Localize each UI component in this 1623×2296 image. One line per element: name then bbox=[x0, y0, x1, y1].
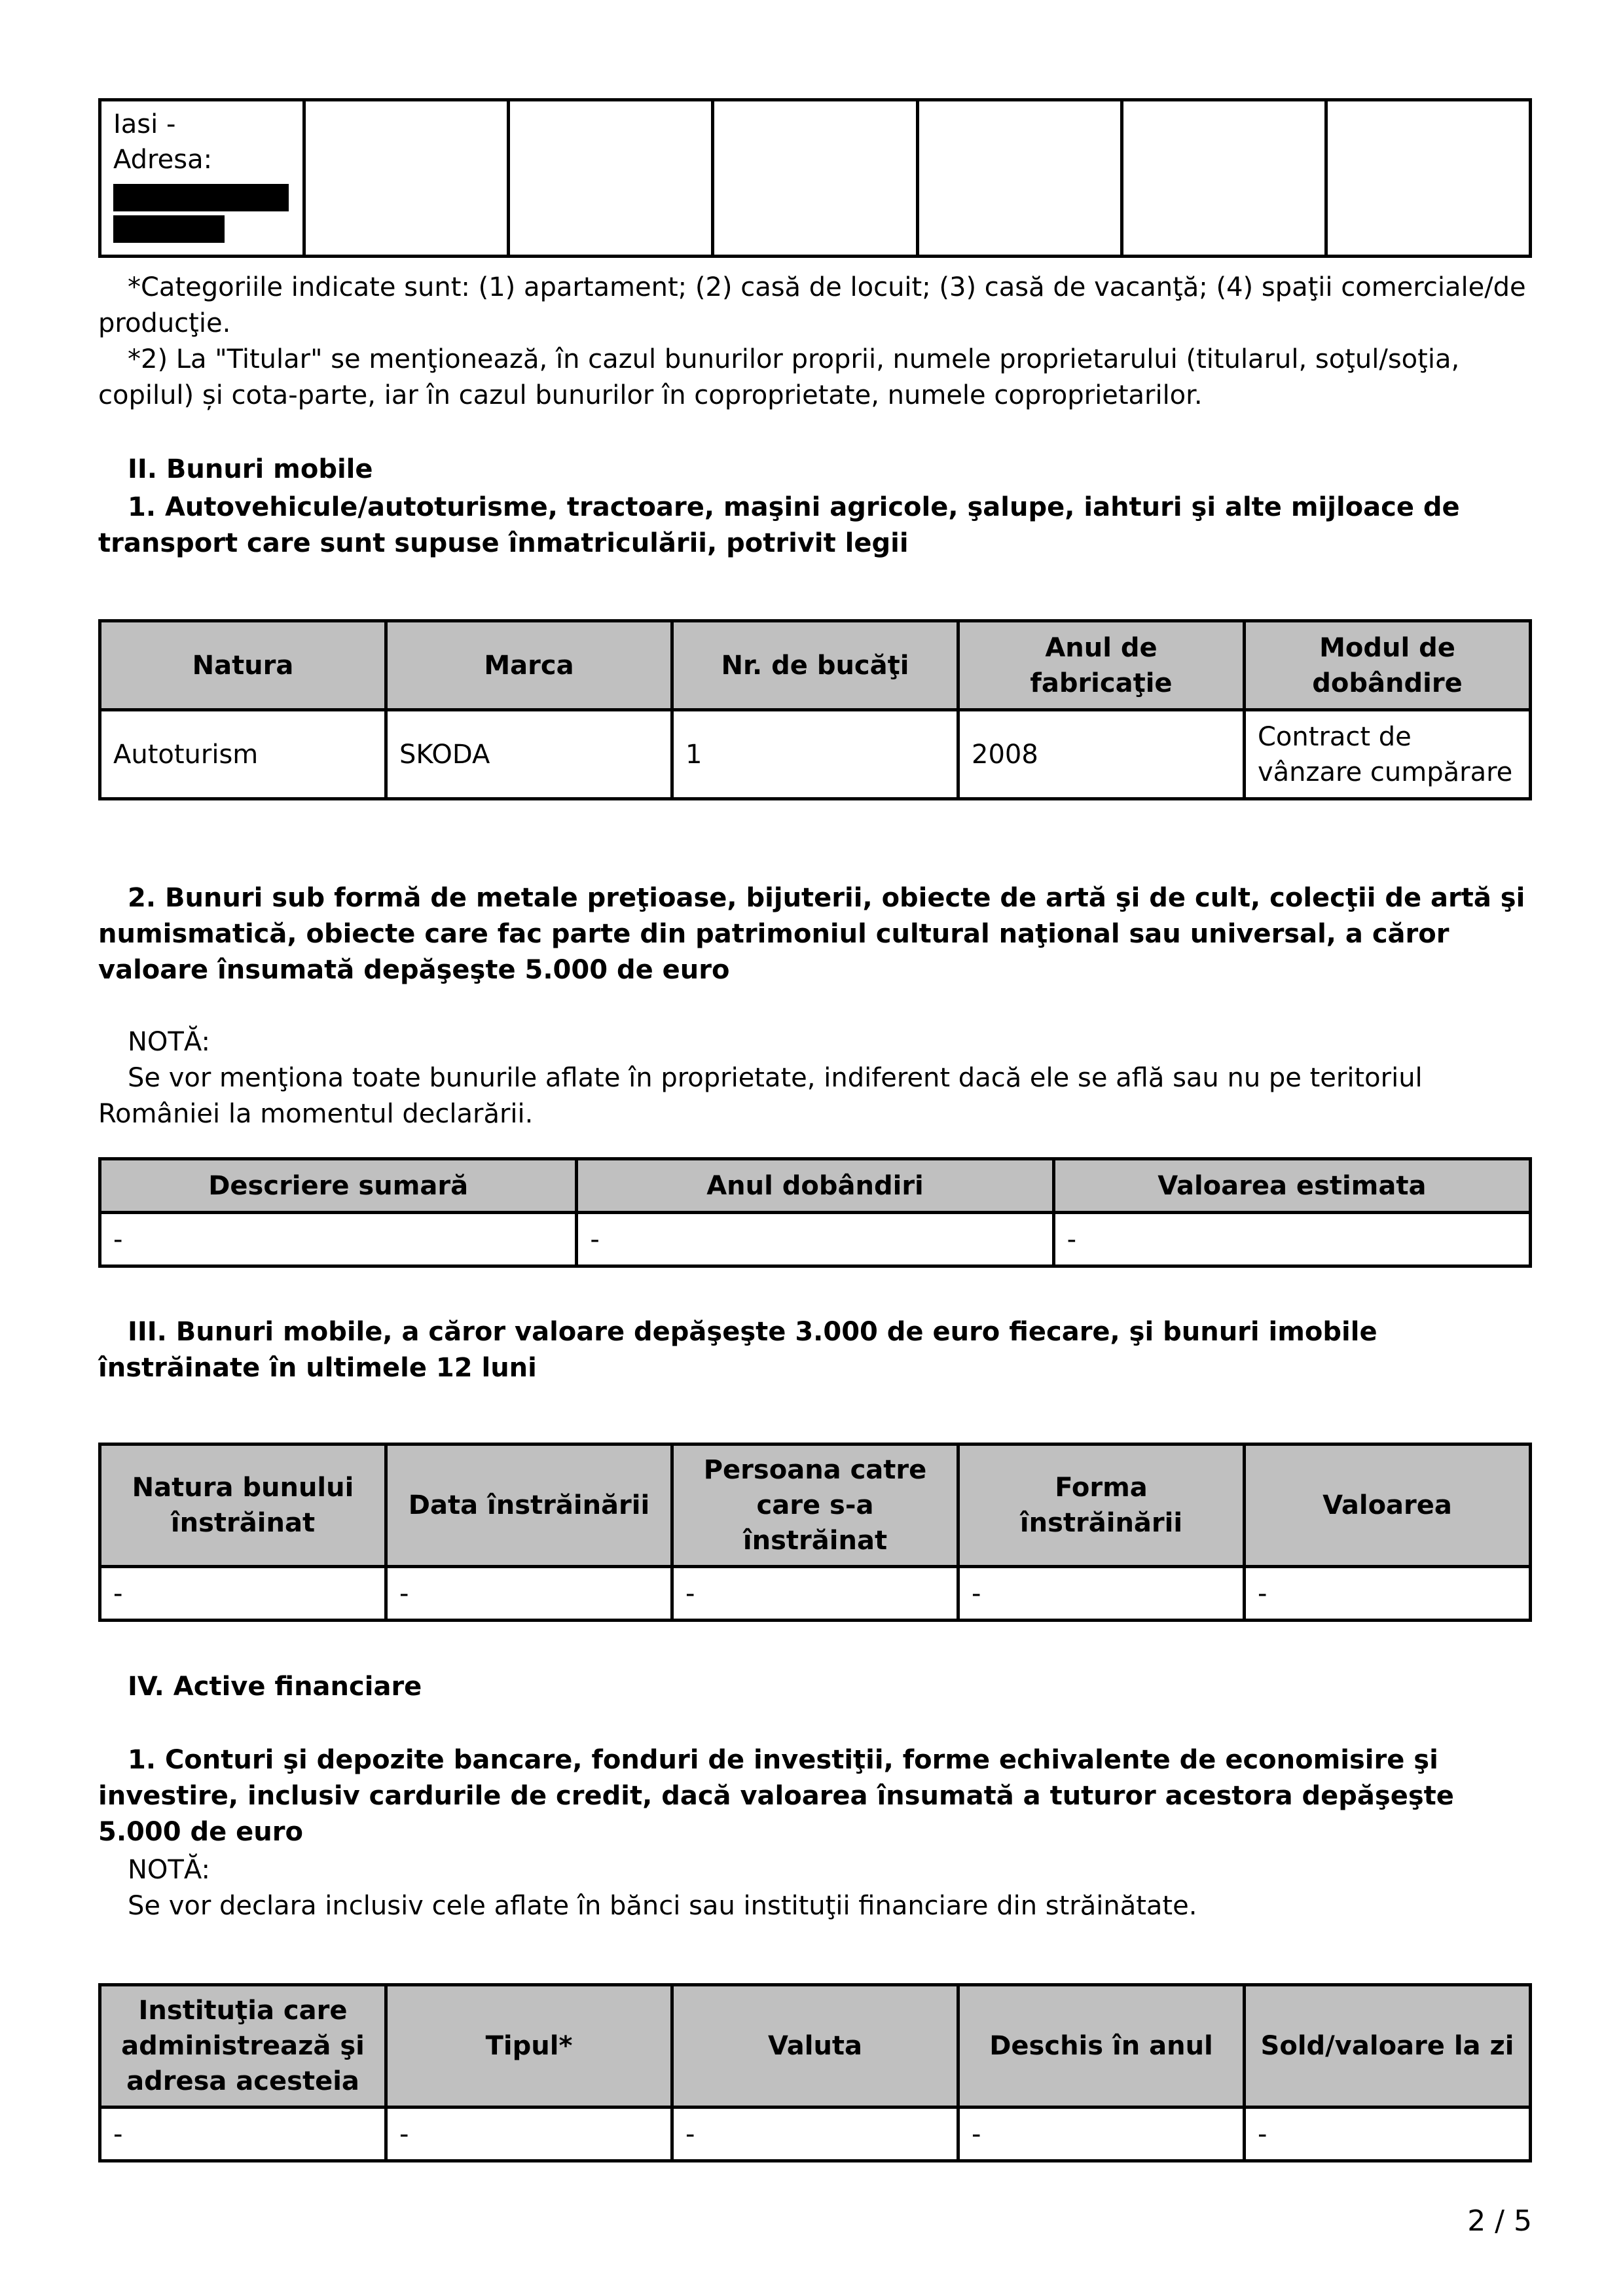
header-anul-fabricatie: Anul de fabricaţie bbox=[958, 621, 1245, 710]
table-cell: - bbox=[386, 2108, 672, 2161]
header-natura: Natura bbox=[100, 621, 386, 710]
header-marca: Marca bbox=[386, 621, 672, 710]
table-cell bbox=[509, 100, 713, 257]
section-title-alienated-assets: III. Bunuri mobile, a căror valoare depăşeşte 3.000 de euro fiecare, şi bunuri imobile înstrăinate în ultimele 12 luni bbox=[98, 1317, 1377, 1383]
table-row bbox=[100, 1567, 1531, 1621]
table-cell bbox=[917, 100, 1122, 257]
table-row bbox=[100, 710, 1531, 799]
table-cell bbox=[1326, 100, 1530, 257]
table-header-row bbox=[100, 1444, 1531, 1567]
table-cell bbox=[1122, 100, 1326, 257]
header-natura-bunului: Natura bunului înstrăinat bbox=[100, 1444, 386, 1567]
header-deschis-in-anul: Deschis în anul bbox=[958, 1985, 1245, 2108]
header-valoarea: Valoarea bbox=[1245, 1444, 1531, 1567]
subsection-bank-accounts: 1. Conturi şi depozite bancare, fonduri de investiţii, forme echivalente de economisire şi investire, inclusiv cardurile de credit, dacă valoarea însumată a tuturor acestora depăşeşte 5.000 de euro bbox=[98, 1745, 1454, 1847]
table-cell: - bbox=[958, 1567, 1245, 1621]
address-label: Adresa: bbox=[113, 145, 213, 175]
table-row bbox=[100, 1213, 1531, 1266]
section-title-financial-assets: IV. Active financiare bbox=[128, 1672, 422, 1702]
header-tipul: Tipul* bbox=[386, 1985, 672, 2108]
immovable-assets-table-continued bbox=[98, 98, 1532, 258]
table-header-row bbox=[100, 621, 1531, 710]
table-row bbox=[100, 2108, 1531, 2161]
header-persoana: Persoana catre care s-a înstrăinat bbox=[672, 1444, 958, 1567]
header-forma-instrainarii: Forma înstrăinării bbox=[958, 1444, 1245, 1567]
header-nr-bucati: Nr. de bucăţi bbox=[672, 621, 958, 710]
table-cell bbox=[713, 100, 917, 257]
subsection-vehicles: 1. Autovehicule/autoturisme, tractoare, maşini agricole, şalupe, iahturi şi alte mijloace de transport care sunt supuse înmatriculării, potrivit legii bbox=[98, 492, 1460, 558]
header-modul-dobandire: Modul de dobândire bbox=[1245, 621, 1531, 710]
nota-label: NOTĂ: bbox=[128, 1855, 210, 1885]
table-row bbox=[100, 100, 1531, 257]
nota-text: Se vor menţiona toate bunurile aflate în proprietate, indiferent dacă ele se află sau nu pe teritoriul României la momentul declarării. bbox=[98, 1063, 1423, 1129]
precious-goods-table bbox=[98, 1157, 1532, 1268]
nota-label: NOTĂ: bbox=[128, 1027, 210, 1057]
table-cell: - bbox=[1053, 1213, 1530, 1266]
header-valoarea-estimata: Valoarea estimata bbox=[1053, 1159, 1530, 1213]
page-number: 2 / 5 bbox=[1467, 2204, 1532, 2238]
table-header-row bbox=[100, 1159, 1531, 1213]
table-cell bbox=[100, 100, 304, 257]
footnote-titular: *2) La "Titular" se menţionează, în cazul bunurilor proprii, numele proprietarului (titularul, soţul/soţia, copilul) și cota-parte, iar în cazul bunurilor în coproprietate, numele coproprietarilor. bbox=[98, 344, 1460, 410]
table-cell: - bbox=[100, 2108, 386, 2161]
table-cell: SKODA bbox=[386, 710, 672, 799]
table-cell: - bbox=[1245, 2108, 1531, 2161]
table-header-row bbox=[100, 1985, 1531, 2108]
header-institutia: Instituţia care administrează şi adresa acesteia bbox=[100, 1985, 386, 2108]
table-cell: - bbox=[1245, 1567, 1531, 1621]
section-title-movable-assets: II. Bunuri mobile bbox=[128, 454, 373, 484]
header-data-instrainarii: Data înstrăinării bbox=[386, 1444, 672, 1567]
table-cell: Contract de vânzare cumpărare bbox=[1245, 710, 1531, 799]
table-cell: - bbox=[577, 1213, 1053, 1266]
redaction-bar bbox=[113, 215, 225, 243]
table-cell: - bbox=[672, 1567, 958, 1621]
bank-accounts-table bbox=[98, 1983, 1532, 2162]
table-cell: - bbox=[100, 1213, 577, 1266]
redaction-bar bbox=[113, 184, 289, 211]
subsection-precious-goods: 2. Bunuri sub formă de metale preţioase, bijuterii, obiecte de artă şi de cult, colecţii de artă şi numismatică, obiecte care fac parte din patrimoniul cultural naţional sau universal, a căror valoare însumată depăşeşte 5.000 de euro bbox=[98, 883, 1525, 985]
table-cell: - bbox=[386, 1567, 672, 1621]
vehicles-table bbox=[98, 619, 1532, 800]
table-cell: - bbox=[672, 2108, 958, 2161]
table-cell: Autoturism bbox=[100, 710, 386, 799]
header-anul-dobandiri: Anul dobândiri bbox=[577, 1159, 1053, 1213]
alienated-assets-table bbox=[98, 1443, 1532, 1622]
table-cell: - bbox=[958, 2108, 1245, 2161]
table-cell bbox=[304, 100, 509, 257]
table-cell: 2008 bbox=[958, 710, 1245, 799]
location-line: Iasi - bbox=[113, 109, 176, 139]
table-cell: 1 bbox=[672, 710, 958, 799]
footnote-categories: *Categoriile indicate sunt: (1) apartament; (2) casă de locuit; (3) casă de vacanţă; (4) spaţii comerciale/de producţie. bbox=[98, 272, 1526, 338]
header-valuta: Valuta bbox=[672, 1985, 958, 2108]
nota-text: Se vor declara inclusiv cele aflate în bănci sau instituţii financiare din străinătate. bbox=[128, 1891, 1197, 1921]
header-descriere: Descriere sumară bbox=[100, 1159, 577, 1213]
header-sold: Sold/valoare la zi bbox=[1245, 1985, 1531, 2108]
table-cell: - bbox=[100, 1567, 386, 1621]
